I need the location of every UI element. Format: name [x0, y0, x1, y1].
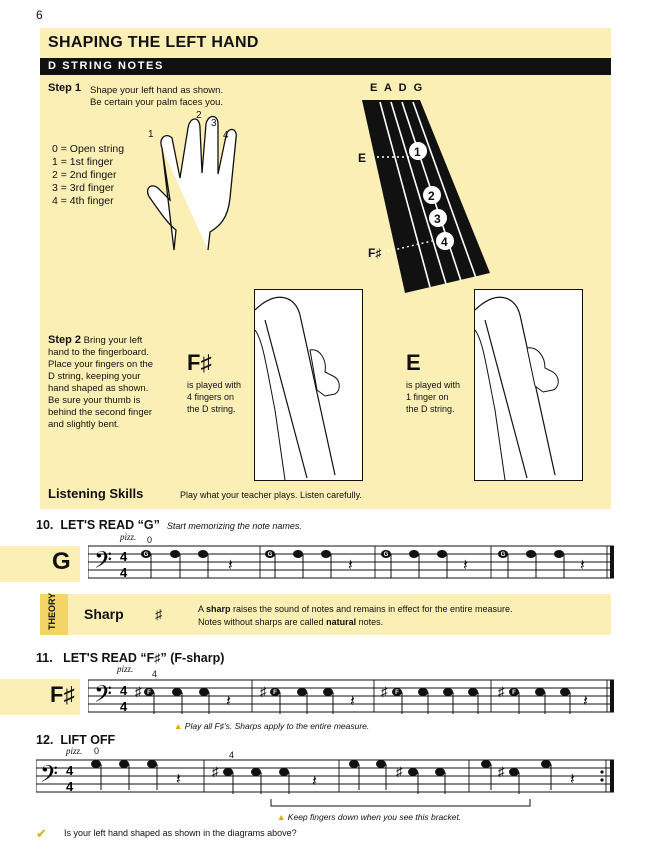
step2-block — [48, 334, 158, 431]
listening-skills-title: Listening Skills — [48, 486, 144, 501]
exercise-10-number: 10. — [36, 518, 54, 532]
exercise-11-title: LET'S READ “F♯” (F-sharp) — [63, 651, 225, 665]
note-tab-fsharp-label: F♯ — [50, 682, 75, 707]
ex12-pizz: pizz. — [66, 746, 83, 756]
ex11-caption: ▲ Play all F♯'s. Sharps apply to the entire measure. — [174, 721, 370, 731]
fsharp-line: 4 fingers on — [187, 392, 235, 402]
theory-tab — [40, 594, 68, 635]
svg-text:♯: ♯ — [396, 764, 403, 779]
ex10-note-label: G — [383, 552, 389, 558]
ex11-fingering: 4 — [152, 669, 158, 679]
svg-text:4: 4 — [66, 779, 74, 794]
fingerboard-finger-2: 2 — [428, 189, 435, 203]
step2-line: D string, keeping your — [48, 371, 141, 382]
svg-text:𝄽: 𝄽 — [580, 557, 585, 574]
fsharp-photo — [254, 289, 363, 481]
fingerboard-note-fsharp: F♯ — [368, 246, 382, 260]
finger-legend — [52, 143, 124, 208]
theory-line-2: Notes without sharps are called natural notes. — [198, 617, 384, 627]
step2-line: and slightly bent. — [48, 419, 120, 430]
step1-line: Shape your left hand as shown. — [90, 85, 224, 96]
svg-text:𝄢: 𝄢 — [40, 761, 59, 792]
exercise-10-title: LET'S READ “G” — [60, 518, 160, 532]
fingerboard-finger-4: 4 — [441, 235, 448, 249]
left-hand-illustration — [140, 108, 250, 253]
warning-icon: ▲ — [277, 812, 286, 822]
step2-line: behind the second finger — [48, 407, 153, 418]
step2-label: Step 2 — [48, 334, 82, 346]
svg-text:𝄢: 𝄢 — [94, 547, 113, 578]
fingerboard-note-e: E — [358, 151, 367, 165]
fsharp-panel-note: F♯ — [187, 350, 212, 375]
svg-text:𝄢: 𝄢 — [94, 681, 113, 712]
ex11-note-label: F — [273, 690, 277, 696]
svg-text:𝄽: 𝄽 — [176, 771, 181, 788]
step1-text — [90, 85, 223, 109]
fingerboard-finger-1: 1 — [414, 145, 421, 159]
svg-text:♯: ♯ — [212, 764, 219, 779]
svg-text:♯: ♯ — [498, 764, 505, 779]
step2-line: Place your fingers on the — [48, 359, 154, 370]
hand-finger-3: 3 — [211, 118, 217, 129]
svg-text:4: 4 — [120, 699, 128, 714]
step2-line: Bring your left — [83, 335, 143, 346]
legend-item: 1 = 1st finger — [52, 156, 113, 168]
svg-text:𝄽: 𝄽 — [226, 693, 231, 710]
ex10-note-label: G — [500, 552, 506, 558]
svg-text:𝄽: 𝄽 — [350, 693, 355, 710]
e-panel-note: E — [406, 350, 421, 375]
warning-icon: ▲ — [174, 721, 183, 731]
ex11-pizz: pizz. — [117, 664, 134, 674]
fingerboard-finger-3: 3 — [434, 212, 441, 226]
sharp-symbol: ♯ — [155, 606, 162, 622]
page-number: 6 — [36, 8, 43, 22]
section-bar-label: D STRING NOTES — [48, 60, 164, 72]
step2-line: hand shaped as shown. — [48, 383, 149, 394]
ex12-caption: ▲ Keep fingers down when you see this bracket. — [277, 812, 462, 822]
legend-item: 3 = 3rd finger — [52, 182, 115, 194]
fingerboard-diagram — [350, 78, 500, 298]
theory-definition — [198, 603, 513, 629]
string-names: E A D G — [370, 82, 425, 94]
step2-line: Be sure your thumb is — [48, 395, 141, 406]
exercise-11-number: 11. — [36, 651, 53, 665]
note-tab-g-label: G — [52, 548, 71, 575]
ex10-pizz: pizz. — [120, 532, 137, 542]
svg-text:♯: ♯ — [381, 684, 388, 699]
fsharp-line: is played with — [187, 380, 242, 390]
exercise-11-heading — [36, 651, 224, 665]
cello-hand-e-illustration — [475, 290, 582, 480]
fsharp-panel-text — [187, 379, 241, 415]
legend-item: 2 = 2nd finger — [52, 169, 117, 181]
svg-text:4: 4 — [66, 763, 74, 778]
section-bar — [40, 58, 611, 75]
step1-label-wrap — [48, 82, 81, 95]
svg-text:4: 4 — [120, 565, 128, 580]
ex10-fingering: 0 — [147, 535, 153, 545]
listening-skills-text: Play what your teacher plays. Listen carefully. — [180, 490, 362, 500]
e-line: 1 finger on — [406, 392, 449, 402]
svg-text:4: 4 — [120, 683, 128, 698]
legend-item: 0 = Open string — [52, 143, 125, 155]
svg-text:𝄽: 𝄽 — [228, 557, 233, 574]
exercise-10-subtitle: Start memorizing the note names. — [166, 521, 302, 531]
fsharp-line: the D string. — [187, 404, 236, 414]
step2-line: hand to the fingerboard. — [48, 347, 149, 358]
exercise-10-heading — [36, 518, 302, 532]
exercise-12-heading — [36, 733, 115, 747]
theory-line-1: A sharp raises the sound of notes and remains in effect for the entire measure. — [198, 604, 513, 614]
svg-text:𝄽: 𝄽 — [348, 557, 353, 574]
theory-term: Sharp — [84, 606, 124, 622]
staff-ex11 — [88, 674, 618, 724]
step1-label: Step 1 — [48, 82, 82, 94]
svg-text:♯: ♯ — [260, 684, 267, 699]
svg-text:𝄽: 𝄽 — [570, 771, 575, 788]
page-title: SHAPING THE LEFT HAND — [48, 34, 259, 51]
e-photo — [474, 289, 583, 481]
ex12-fingering-0: 0 — [94, 746, 100, 756]
svg-text:♯: ♯ — [135, 684, 142, 699]
ex11-note-label: F — [395, 690, 399, 696]
finger-bracket — [270, 798, 532, 810]
e-line: the D string. — [406, 404, 455, 414]
hand-finger-2: 2 — [196, 110, 202, 121]
svg-text:𝄽: 𝄽 — [583, 693, 588, 710]
hand-finger-4: 4 — [223, 130, 229, 141]
e-line: is played with — [406, 380, 461, 390]
cello-hand-fsharp-illustration — [255, 290, 362, 480]
exercise-12-number: 12. — [36, 733, 54, 747]
staff-ex10 — [88, 540, 618, 590]
step1-line: Be certain your palm faces you. — [90, 97, 224, 108]
ex11-note-label: F — [147, 690, 151, 696]
e-panel-text — [406, 379, 460, 415]
ex12-fingering-4: 4 — [229, 750, 235, 760]
ex10-note-label: G — [143, 552, 149, 558]
exercise-12-title: LIFT OFF — [60, 733, 116, 747]
checkline-text: Is your left hand shaped as shown in the diagrams above? — [64, 828, 297, 838]
ex11-note-label: F — [512, 690, 516, 696]
svg-text:♯: ♯ — [498, 684, 505, 699]
svg-text:4: 4 — [120, 549, 128, 564]
svg-text:𝄽: 𝄽 — [312, 773, 317, 790]
staff-ex12 — [36, 754, 618, 802]
svg-text:𝄽: 𝄽 — [463, 557, 468, 574]
ex10-note-label: G — [267, 552, 273, 558]
hand-finger-1: 1 — [148, 129, 154, 140]
checkmark-icon: ✔ — [36, 826, 47, 841]
theory-tab-label: THEORY — [47, 592, 57, 630]
legend-item: 4 = 4th finger — [52, 195, 114, 207]
